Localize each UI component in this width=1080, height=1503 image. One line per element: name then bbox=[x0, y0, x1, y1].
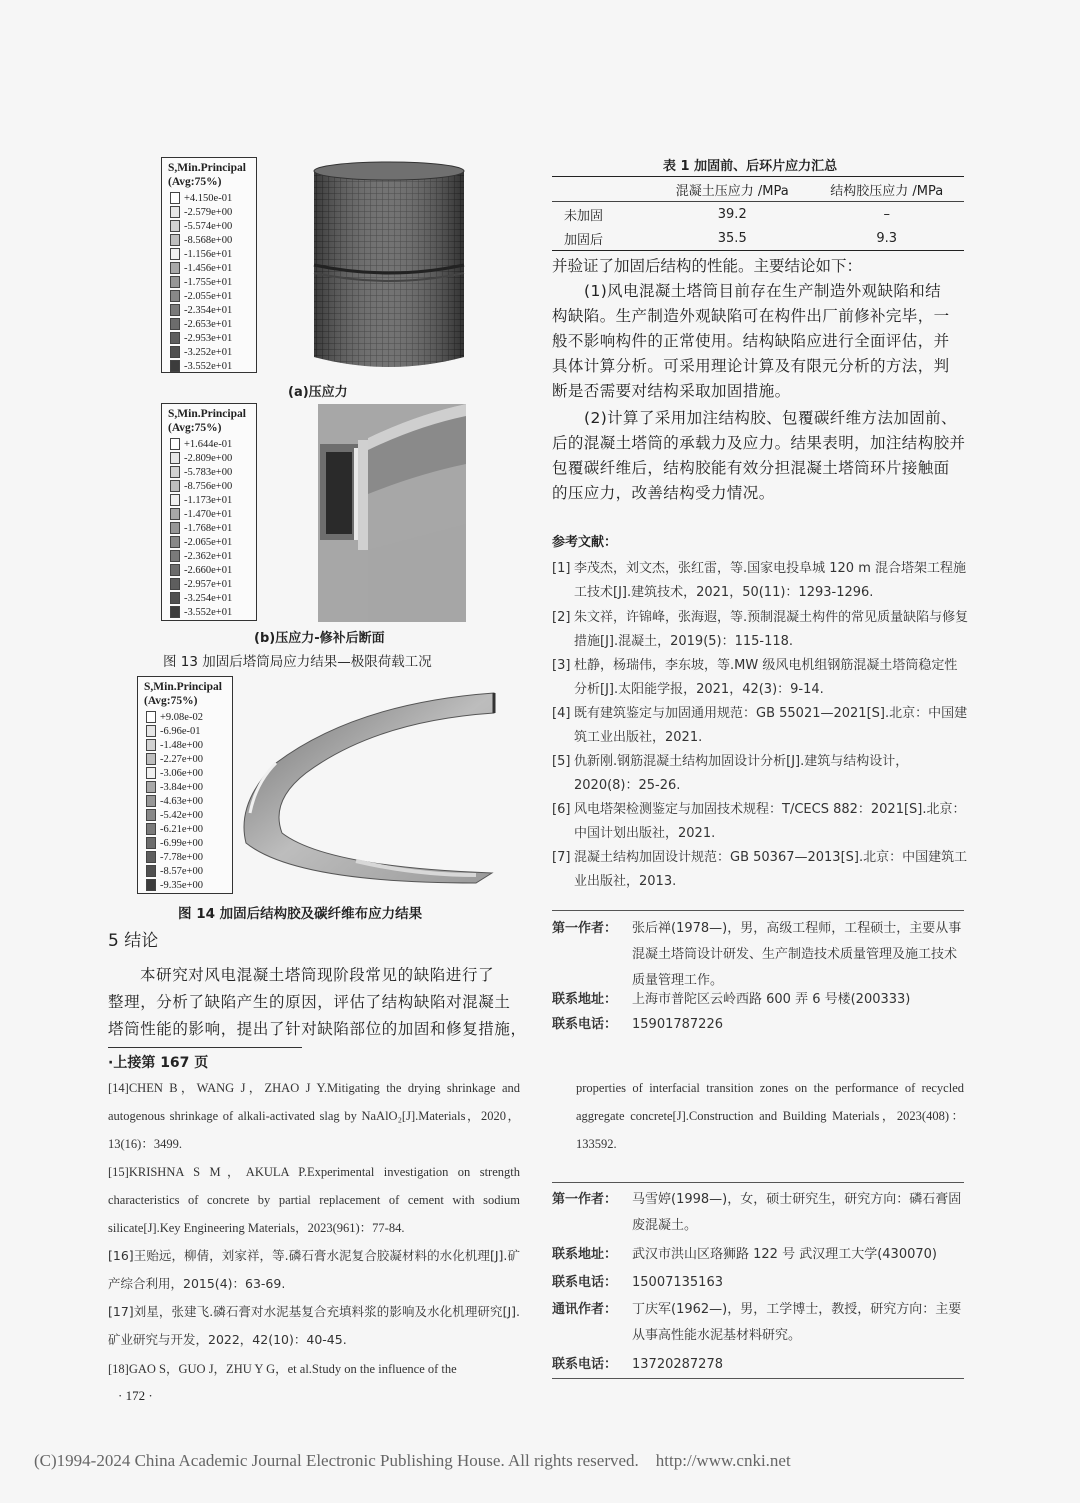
fig13a-tower-mesh bbox=[310, 157, 468, 377]
legend-value: -1.768e+01 bbox=[184, 523, 233, 534]
reference-number: [6] bbox=[552, 802, 571, 817]
legend-entry bbox=[170, 452, 320, 466]
table-row bbox=[552, 226, 964, 251]
legend-swatch bbox=[170, 332, 180, 344]
reference-item bbox=[552, 606, 967, 654]
eng-ref-16: [16]王贻远，柳倩，刘家祥，等.磷石膏水泥复合胶凝材料的水化机理[J].矿产综合利用，2015(4)：63-69. bbox=[108, 1248, 520, 1291]
author-info-label: 联系电话： bbox=[552, 1017, 618, 1032]
legend-entry bbox=[170, 220, 320, 234]
legend-value: -2.362e+01 bbox=[184, 551, 233, 562]
section5-line-3: 塔筒性能的影响，提出了针对缺陷部位的加固和修复措施， bbox=[108, 1020, 527, 1038]
author-info-value: 13720287278 bbox=[632, 1357, 723, 1372]
legend-entry bbox=[170, 290, 320, 304]
author-info-label: 联系地址： bbox=[552, 1247, 618, 1262]
legend-swatch bbox=[146, 795, 156, 807]
legend-value: -2.579e+00 bbox=[184, 207, 233, 218]
legend-entry bbox=[170, 564, 320, 578]
legend-swatch bbox=[146, 865, 156, 877]
fig13b-section-view bbox=[318, 404, 466, 622]
reference-number: [3] bbox=[552, 658, 571, 673]
author-info-label: 第一作者： bbox=[552, 921, 618, 936]
divider-author2 bbox=[552, 1182, 964, 1183]
legend-value: -2.065e+01 bbox=[184, 537, 233, 548]
legend-swatch bbox=[146, 739, 156, 751]
copyright-footer: (C)1994-2024 China Academic Journal Electronic Publishing House. All rights reserved. http://www.cnki.net bbox=[34, 1451, 791, 1470]
legend-swatch bbox=[170, 234, 180, 246]
legend-entry bbox=[170, 606, 320, 620]
reference-number: [7] bbox=[552, 850, 571, 865]
legend-swatch bbox=[146, 809, 156, 821]
legend-entry bbox=[170, 276, 320, 290]
legend-value: -1.156e+01 bbox=[184, 249, 233, 260]
eng-ref-14: [14]CHEN B，WANG J，ZHAO J Y.Mitigating the drying shrinkage and autogenous shrinkage of alkali-activated slag by NaAlO₂[J].Materials，2020，13(16)：3499. bbox=[108, 1081, 520, 1151]
legend-swatch bbox=[170, 466, 180, 478]
legend-value: -2.957e+01 bbox=[184, 579, 233, 590]
right-line-9: 的压应力，改善结构受力情况。 bbox=[552, 484, 775, 502]
legend-value: -1.470e+01 bbox=[184, 509, 233, 520]
legend-value: -2.27e+00 bbox=[160, 754, 203, 765]
legend-entry bbox=[170, 578, 320, 592]
table1-header-cell: 混凝土压应力 /MPa bbox=[675, 183, 789, 199]
table1-header-cell bbox=[552, 177, 655, 202]
fig14-legend bbox=[137, 676, 233, 894]
author-info-value: 马雪婷(1998—)，女，硕士研究生，研究方向：磷石膏固废混凝土。 bbox=[632, 1192, 962, 1233]
legend-entry bbox=[170, 480, 320, 494]
section5-line-2: 整理，分析了缺陷产生的原因，评估了结构缺陷对混凝土 bbox=[108, 993, 511, 1011]
legend-value: -1.755e+01 bbox=[184, 277, 233, 288]
legend-swatch bbox=[170, 592, 180, 604]
legend-value: -7.78e+00 bbox=[160, 852, 203, 863]
legend-value: -5.42e+00 bbox=[160, 810, 203, 821]
legend-value: -1.456e+01 bbox=[184, 263, 233, 274]
legend-swatch bbox=[170, 220, 180, 232]
legend-title: S,Min.Principal (Avg:75%) bbox=[144, 681, 222, 707]
reference-number: [4] bbox=[552, 706, 571, 721]
reference-item bbox=[552, 654, 967, 702]
legend-swatch bbox=[170, 276, 180, 288]
legend-title: S,Min.Principal (Avg:75%) bbox=[168, 408, 246, 434]
legend-value: -6.96e-01 bbox=[160, 726, 201, 737]
legend-value: +1.644e-01 bbox=[184, 439, 233, 450]
legend-entry bbox=[170, 466, 320, 480]
legend-swatch bbox=[146, 767, 156, 779]
right-line-2: 构缺陷。生产制造外观缺陷可在构件出厂前修补完毕，一 bbox=[552, 307, 950, 325]
legend-entry bbox=[170, 360, 320, 374]
legend-swatch bbox=[170, 248, 180, 260]
page-number: · 172 · bbox=[118, 1388, 153, 1403]
legend-value: -5.574e+00 bbox=[184, 221, 233, 232]
legend-swatch bbox=[170, 606, 180, 618]
reference-item bbox=[552, 557, 967, 605]
table-cell: 9.3 bbox=[876, 230, 898, 246]
table-cell: 39.2 bbox=[717, 206, 747, 222]
legend-swatch bbox=[170, 522, 180, 534]
legend-value: -3.252e+01 bbox=[184, 347, 233, 358]
table-cell: 未加固 bbox=[564, 208, 604, 224]
legend-entry bbox=[170, 248, 320, 262]
legend-swatch bbox=[146, 725, 156, 737]
legend-swatch bbox=[170, 438, 180, 450]
legend-swatch bbox=[170, 452, 180, 464]
author-info-value: 张后禅(1978—)，男，高级工程师，工程硕士，主要从事混凝土塔筒设计研发、生产制造技术质量管理及施工技术质量管理工作。 bbox=[632, 921, 962, 988]
legend-value: -2.354e+01 bbox=[184, 305, 233, 316]
fig13b-caption: (b)压应力-修补后断面 bbox=[254, 631, 385, 646]
legend-swatch bbox=[146, 753, 156, 765]
author-info-label: 联系地址： bbox=[552, 992, 618, 1007]
legend-value: -3.254e+01 bbox=[184, 593, 233, 604]
fig14-caption: 图 14 加固后结构胶及碳纤维布应力结果 bbox=[178, 906, 423, 922]
legend-swatch bbox=[170, 206, 180, 218]
section5-heading: 5 结论 bbox=[108, 931, 159, 951]
table-cell: – bbox=[883, 206, 890, 222]
legend-value: -1.48e+00 bbox=[160, 740, 203, 751]
legend-entry bbox=[170, 346, 320, 360]
eng-ref-15: [15]KRISHNA S M，AKULA P.Experimental investigation on strength characteristics of concrete by partial replacement of cement with sodium silicate[J].Key Engineering Materials，2023(961)：77-84. bbox=[108, 1165, 520, 1235]
divider-author1 bbox=[552, 910, 964, 911]
legend-value: -8.57e+00 bbox=[160, 866, 203, 877]
legend-value: -3.84e+00 bbox=[160, 782, 203, 793]
table1 bbox=[552, 176, 964, 251]
legend-swatch bbox=[170, 508, 180, 520]
fig13a-caption: (a)压应力 bbox=[288, 385, 348, 400]
right-line-0: 并验证了加固后结构的性能。主要结论如下： bbox=[552, 257, 863, 275]
legend-value: -6.99e+00 bbox=[160, 838, 203, 849]
reference-text: 混凝土结构加固设计规范：GB 50367—2013[S].北京：中国建筑工业出版社，2013. bbox=[574, 850, 968, 889]
legend-value: -6.21e+00 bbox=[160, 824, 203, 835]
fig13a-legend bbox=[161, 157, 257, 373]
reference-text: 仇新刚.钢筋混凝土结构加固设计分析[J].建筑与结构设计，2020(8)：25-26. bbox=[574, 754, 909, 793]
legend-entry bbox=[170, 192, 320, 206]
legend-swatch bbox=[170, 480, 180, 492]
legend-swatch bbox=[170, 290, 180, 302]
legend-swatch bbox=[170, 318, 180, 330]
legend-value: -2.660e+01 bbox=[184, 565, 233, 576]
legend-value: +9.08e-02 bbox=[160, 712, 203, 723]
right-line-1: (1)风电混凝土塔筒目前存在生产制造外观缺陷和结 bbox=[584, 282, 942, 300]
author-info-label: 联系电话： bbox=[552, 1275, 618, 1290]
fig14-ring-model bbox=[236, 683, 500, 891]
legend-entry bbox=[170, 508, 320, 522]
legend-value: -8.756e+00 bbox=[184, 481, 233, 492]
legend-swatch bbox=[170, 564, 180, 576]
right-line-8: 包覆碳纤维后，结构胶能有效分担混凝土塔筒环片接触面 bbox=[552, 459, 950, 477]
author-info-value: 武汉市洪山区珞狮路 122 号 武汉理工大学(430070) bbox=[632, 1247, 937, 1262]
legend-entry bbox=[170, 234, 320, 248]
legend-swatch bbox=[170, 304, 180, 316]
legend-value: -9.35e+00 bbox=[160, 880, 203, 891]
legend-swatch bbox=[170, 360, 180, 372]
legend-entry bbox=[170, 494, 320, 508]
right-line-3: 般不影响构件的正常使用。结构缺陷应进行全面评估，并 bbox=[552, 332, 950, 350]
legend-value: -2.809e+00 bbox=[184, 453, 233, 464]
table1-header-cell: 结构胶压应力 /MPa bbox=[830, 183, 944, 199]
right-line-6: (2)计算了采用加注结构胶、包覆碳纤维方法加固前、 bbox=[584, 409, 957, 427]
reference-item bbox=[552, 750, 967, 798]
fig13b-legend bbox=[161, 403, 257, 621]
table-row bbox=[552, 202, 964, 227]
legend-entry bbox=[170, 438, 320, 452]
legend-entry bbox=[170, 304, 320, 318]
legend-swatch bbox=[170, 536, 180, 548]
section5-line-1: 本研究对风电混凝土塔筒现阶段常见的缺陷进行了 bbox=[140, 966, 495, 984]
legend-value: -8.568e+00 bbox=[184, 235, 233, 246]
author-info-value: 丁庆军(1962—)，男，工学博士，教授，研究方向：主要从事高性能水泥基材料研究。 bbox=[632, 1302, 962, 1343]
continued-from: ·上接第 167 页 bbox=[108, 1055, 209, 1071]
legend-entry bbox=[170, 318, 320, 332]
legend-swatch bbox=[170, 578, 180, 590]
legend-value: -4.63e+00 bbox=[160, 796, 203, 807]
legend-entry bbox=[170, 522, 320, 536]
table-cell: 35.5 bbox=[717, 230, 747, 246]
legend-entry bbox=[170, 550, 320, 564]
right-line-7: 后的混凝土塔筒的承载力及应力。结果表明，加注结构胶并 bbox=[552, 434, 966, 452]
reference-number: [2] bbox=[552, 610, 571, 625]
legend-value: -1.173e+01 bbox=[184, 495, 233, 506]
eng-ref-18-cont: properties of interfacial transition zones on the performance of recycled aggregate concrete[J].Construction and Building Materials，2023(408)：133592. bbox=[576, 1081, 964, 1151]
legend-swatch bbox=[146, 851, 156, 863]
author-info-label: 联系电话： bbox=[552, 1357, 618, 1372]
legend-entry bbox=[170, 592, 320, 606]
author-info-label: 第一作者： bbox=[552, 1192, 618, 1207]
reference-number: [5] bbox=[552, 754, 571, 769]
reference-item bbox=[552, 702, 967, 750]
right-line-4: 具体计算分析。可采用理论计算及有限元分析的方法，判 bbox=[552, 357, 950, 375]
legend-entry bbox=[170, 332, 320, 346]
right-line-5: 断是否需要对结构采取加固措施。 bbox=[552, 382, 791, 400]
legend-value: -3.552e+01 bbox=[184, 607, 233, 618]
eng-ref-17: [17]刘星，张建飞.磷石膏对水泥基复合充填料浆的影响及水化机理研究[J].矿业研究与开发，2022，42(10)：40-45. bbox=[108, 1304, 520, 1347]
refs-heading: 参考文献： bbox=[552, 535, 618, 550]
table1-title: 表 1 加固前、后环片应力汇总 bbox=[663, 159, 838, 174]
divider-left bbox=[108, 1047, 302, 1048]
legend-swatch bbox=[146, 711, 156, 723]
author-info-value: 15901787226 bbox=[632, 1017, 723, 1032]
reference-number: [1] bbox=[552, 561, 571, 576]
legend-swatch bbox=[170, 550, 180, 562]
legend-title: S,Min.Principal (Avg:75%) bbox=[168, 162, 246, 188]
legend-value: -5.783e+00 bbox=[184, 467, 233, 478]
reference-item bbox=[552, 798, 967, 846]
legend-entry bbox=[170, 262, 320, 276]
legend-value: -3.06e+00 bbox=[160, 768, 203, 779]
legend-value: -2.055e+01 bbox=[184, 291, 233, 302]
legend-value: -2.953e+01 bbox=[184, 333, 233, 344]
reference-text: 风电塔架检测鉴定与加固技术规程：T/CECS 882：2021[S].北京：中国计划出版社，2021. bbox=[574, 802, 966, 841]
divider-author2-bottom bbox=[552, 1378, 964, 1379]
author-info-value: 上海市普陀区云岭西路 600 弄 6 号楼(200333) bbox=[632, 992, 911, 1007]
legend-entry bbox=[170, 206, 320, 220]
legend-swatch bbox=[146, 879, 156, 891]
legend-swatch bbox=[170, 262, 180, 274]
reference-text: 杜静，杨瑞伟，李东坡，等.MW 级风电机组钢筋混凝土塔筒稳定性分析[J].太阳能学报，2021，42(3)：9-14. bbox=[574, 658, 958, 697]
table-cell: 加固后 bbox=[564, 232, 604, 248]
reference-item bbox=[552, 846, 967, 894]
author-info-value: 15007135163 bbox=[632, 1275, 723, 1290]
legend-swatch bbox=[146, 837, 156, 849]
legend-value: +4.150e-01 bbox=[184, 193, 233, 204]
eng-ref-18: [18]GAO S，GUO J，ZHU Y G，et al.Study on the influence of the bbox=[108, 1362, 457, 1376]
legend-swatch bbox=[146, 823, 156, 835]
table1-header-row bbox=[552, 177, 964, 202]
legend-swatch bbox=[146, 781, 156, 793]
legend-value: -2.653e+01 bbox=[184, 319, 233, 330]
reference-text: 朱文祥，许锦峰，张海遐，等.预制混凝土构件的常见质量缺陷与修复措施[J].混凝土，2019(5)：115-118. bbox=[574, 610, 969, 649]
legend-entry bbox=[170, 536, 320, 550]
legend-swatch bbox=[170, 346, 180, 358]
fig13-caption: 图 13 加固后塔筒局应力结果—极限荷载工况 bbox=[163, 654, 432, 670]
reference-text: 既有建筑鉴定与加固通用规范：GB 55021—2021[S].北京：中国建筑工业出版社，2021. bbox=[574, 706, 968, 745]
legend-value: -3.552e+01 bbox=[184, 361, 233, 372]
reference-text: 李茂杰，刘文杰，张红雷，等.国家电投阜城 120 m 混合塔架工程施工技术[J].建筑技术，2021，50(11)：1293-1296. bbox=[574, 561, 967, 600]
legend-swatch bbox=[170, 494, 180, 506]
author-info-label: 通讯作者： bbox=[552, 1302, 618, 1317]
legend-swatch bbox=[170, 192, 180, 204]
